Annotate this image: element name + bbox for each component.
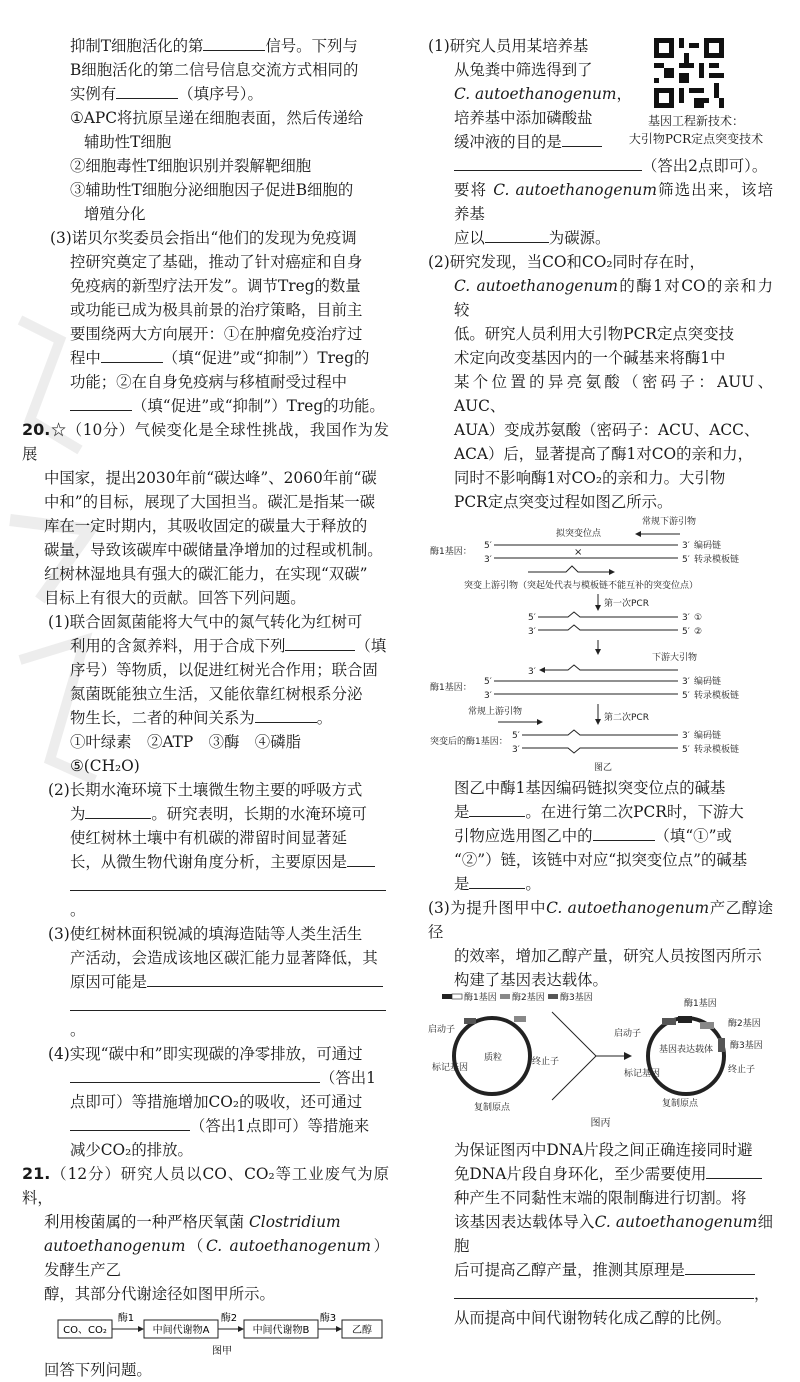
- text: 原因可能是: [70, 973, 147, 991]
- answer-blank[interactable]: [70, 1067, 320, 1083]
- text-line: [428, 896, 773, 944]
- text: 功能；②在自身免疫病与移植耐受过程中: [70, 373, 348, 391]
- species-name: C. autoethanogenum: [493, 181, 657, 199]
- text-line: [44, 706, 389, 730]
- label-vector: 基因表达载体: [658, 1045, 714, 1055]
- legend-swatch-2: [500, 994, 510, 999]
- text-line: [428, 800, 773, 824]
- label-5p: 5′: [484, 541, 492, 551]
- text: 引物应选用图乙中的: [454, 827, 593, 845]
- text: 。研究表明，长期的水淹环境可: [151, 805, 367, 823]
- label-gene1: 酶1基因：: [430, 547, 472, 557]
- label-g1: 酶1基因: [684, 999, 717, 1009]
- label-origin: 复制原点: [474, 1103, 511, 1113]
- label-mutated: 突变后的酶1基因：: [430, 737, 508, 747]
- label-3p: 3′: [484, 691, 492, 701]
- label-gene1b: 酶1基因：: [430, 683, 472, 693]
- text: （填: [355, 637, 387, 655]
- vector-ring: [648, 1018, 724, 1094]
- box-ethanol-label: 乙醇: [352, 1325, 372, 1336]
- text: （填“促进”或“抑制”）Treg的: [162, 349, 370, 367]
- text: （答出1点即可）等措施来: [190, 1117, 370, 1135]
- mutated-coding: [522, 730, 678, 735]
- figure-yi: [428, 514, 773, 776]
- answer-blank[interactable]: [116, 83, 178, 99]
- text: 点即可）等措施增加CO₂的吸收，还可通过: [70, 1093, 363, 1111]
- q19-continuation: [44, 34, 389, 58]
- option-5: ⑤(CH₂O): [70, 757, 140, 775]
- text-line: [44, 1114, 389, 1138]
- answer-blank[interactable]: [347, 851, 375, 867]
- label-downstream-big: 下游大引物: [652, 653, 698, 663]
- label-promoter-2: 启动子: [614, 1029, 642, 1039]
- right-column: [428, 34, 773, 1330]
- text: 中和”的目标，展现了大国担当。碳汇是指某一碳: [44, 493, 376, 511]
- legend-swatch-3: [548, 994, 558, 999]
- text: 要将: [454, 181, 488, 199]
- label-site: 拟突变位点: [556, 529, 602, 539]
- seg-v-promoter: [662, 1018, 676, 1025]
- text: 构建了基因表达载体。: [454, 971, 608, 989]
- option-1: ①APC将抗原呈递在细胞表面，然后传递给: [70, 109, 364, 127]
- label-3p: 3′: [528, 667, 536, 677]
- text-line: [428, 872, 773, 896]
- text: 回答下列问题。: [44, 1361, 152, 1379]
- text: AUA）变成苏氨酸（密码子：ACU、ACC、: [454, 421, 760, 439]
- text: 红树林湿地具有强大的碳汇能力，在实现“双碳”: [44, 565, 368, 583]
- text: 物生长，二者的种间关系为: [70, 709, 255, 727]
- label-conventional-downstream: 常规下游引物: [642, 517, 697, 527]
- box-co-label: CO、CO₂: [63, 1325, 107, 1336]
- text: 免DNA片段自身环化，至少需要使用: [454, 1165, 707, 1183]
- species-name: Clostridium: [249, 1213, 341, 1231]
- text: (2)研究发现，当CO和CO₂同时存在时，: [428, 253, 705, 271]
- left-column: [22, 34, 389, 1382]
- text: 利用梭菌属的一种严格厌氧菌: [44, 1213, 245, 1231]
- mutation-site-mark: ×: [574, 547, 583, 558]
- text: (3)诺贝尔奖委员会指出“他们的发现为免疫调: [50, 229, 357, 247]
- label-3p: 3′: [682, 731, 690, 741]
- text: 低。研究人员利用大引物PCR定点突变技: [454, 325, 734, 343]
- label-coding: 编码链: [694, 731, 722, 741]
- answer-blank[interactable]: [469, 873, 525, 889]
- text: 利用的含氮养料，用于合成下列: [70, 637, 286, 655]
- label-5p: 5′: [484, 677, 492, 687]
- text: 库在一定时期内，其吸收固定的碳量大于释放的: [44, 517, 368, 535]
- seg-gene-2: [700, 1022, 714, 1029]
- species-name: C. autoethanogenum: [546, 899, 710, 917]
- seg-gene: [514, 1016, 526, 1022]
- answer-blank[interactable]: [70, 875, 386, 891]
- text: 使红树林土壤中有机碳的滞留时间显著延: [70, 829, 348, 847]
- answer-blank[interactable]: [70, 395, 132, 411]
- text: (3)使红树林面积锐减的填海造陆等人类生活生: [48, 925, 363, 943]
- label-coding: 编码链: [694, 541, 722, 551]
- label-5p: 5′: [682, 745, 690, 755]
- answer-blank[interactable]: [454, 155, 642, 171]
- label-3p: 3′: [682, 677, 690, 687]
- label-chain-1: ①: [694, 613, 703, 623]
- product-1: [538, 612, 678, 617]
- text-line: [44, 346, 389, 370]
- legend-1: 酶1基因: [464, 993, 497, 1003]
- text: 减少CO₂的排放。: [70, 1141, 193, 1159]
- text-line: [428, 1210, 773, 1258]
- big-primer: [540, 665, 678, 670]
- answer-line[interactable]: [428, 1282, 773, 1306]
- answer-blank[interactable]: [70, 995, 386, 1011]
- text-line: [44, 394, 389, 418]
- text: 中国家，提出2030年前“碳达峰”、2060年前“碳: [44, 469, 377, 487]
- q21-part3: [428, 896, 773, 1330]
- text: (4)实现“碳中和”即实现碳的净零排放，可通过: [48, 1045, 363, 1063]
- text: 缓冲液的目的是: [454, 133, 562, 151]
- text-line: [44, 850, 389, 874]
- text-line: [44, 1234, 389, 1282]
- q20-heading: [22, 418, 389, 466]
- figure-caption: 图丙: [590, 1118, 611, 1129]
- text: (1)联合固氮菌能将大气中的氮气转化为红树可: [48, 613, 363, 631]
- label-terminator-2: 终止子: [728, 1065, 756, 1075]
- label-template: 转录模板链: [694, 691, 740, 701]
- text: 信号。下列与: [265, 37, 358, 55]
- seg-gene-3: [718, 1038, 725, 1052]
- label-marker: 标记基因: [432, 1063, 469, 1073]
- arrow-3-head: [336, 1326, 342, 1332]
- text-line: [44, 1066, 389, 1090]
- label-5p: 5′: [682, 555, 690, 565]
- text: 目标上有很大的贡献。回答下列问题。: [44, 589, 306, 607]
- answer-blank[interactable]: [285, 635, 355, 651]
- species-name: C. autoethanogenum: [594, 1213, 758, 1231]
- text: 图乙中酶1基因编码链拟突变位点的碱基: [454, 779, 726, 797]
- box-a-label: 中间代谢物A: [152, 1325, 210, 1336]
- legend-2: 酶2基因: [512, 993, 545, 1003]
- label-plasmid: 质粒: [484, 1053, 503, 1063]
- text: 是: [454, 875, 470, 893]
- text: 术定向改变基因内的一个碱基来将酶1中: [454, 349, 726, 367]
- legend-3: 酶3基因: [560, 993, 593, 1003]
- text-line: [428, 226, 773, 250]
- text: 筛选出来，该培养基: [454, 181, 773, 223]
- text: （答出1: [320, 1069, 376, 1087]
- legend-swatch-1b: [452, 994, 462, 999]
- text: 同时不影响酶1对CO₂的亲和力。大引物: [454, 469, 726, 487]
- answer-blank[interactable]: [469, 801, 525, 817]
- label-conventional-upstream: 常规上游引物: [468, 707, 523, 717]
- text: 。在进行第二次PCR时，下游大: [525, 803, 744, 821]
- label-5p: 5′: [512, 731, 520, 741]
- text: 后可提高乙醇产量，推测其原理是: [454, 1261, 685, 1279]
- text: （填“促进”或“抑制”）Treg的功能。: [132, 397, 385, 415]
- label-3p: 3′: [682, 541, 690, 551]
- question-number: 21.: [22, 1164, 51, 1183]
- qr-caption-line-1: 基因工程新技术：: [647, 114, 744, 128]
- label-terminator: 终止子: [532, 1057, 560, 1067]
- answer-blank[interactable]: [685, 1259, 755, 1275]
- arrow-1-head: [138, 1326, 144, 1332]
- text: 该基因表达载体导入: [454, 1213, 595, 1231]
- text: （答出2点即可）。: [642, 157, 768, 175]
- text: 程中: [70, 349, 101, 367]
- text-line: [428, 1258, 773, 1282]
- label-3p: 3′: [484, 555, 492, 565]
- options: ①叶绿素 ②ATP ③酶 ④磷脂: [70, 733, 301, 751]
- text: 免疫病的新型疗法开发”。调节Treg的数量: [70, 277, 361, 295]
- text: 应以: [454, 229, 485, 247]
- text: 。: [525, 875, 541, 893]
- question-21: [22, 1162, 389, 1382]
- text: 培养基中添加磷酸盐: [454, 109, 593, 127]
- text: 的酶1对CO的亲和力较: [454, 277, 773, 319]
- figure-bing: [428, 992, 773, 1116]
- answer-blank[interactable]: [147, 971, 383, 987]
- text: 种产生不同黏性末端的限制酶进行切割。将: [454, 1189, 747, 1207]
- label-3p: 3′: [512, 745, 520, 755]
- answer-blank[interactable]: [485, 227, 549, 243]
- qr-caption: [616, 112, 776, 148]
- qr-caption-line-2: 大引物PCR定点突变技术: [628, 132, 764, 146]
- text: 产活动，会造成该地区碳汇能力显著降低，其: [70, 949, 378, 967]
- text: “②”）链，该链中对应“拟突变位点”的碱基: [454, 851, 748, 869]
- text: 的效率，增加乙醇产量，研究人员按图丙所示: [454, 947, 762, 965]
- text: ，: [616, 85, 632, 103]
- text-line: [428, 824, 773, 848]
- product-2: [538, 625, 678, 630]
- text: 碳量，导致该碳库中碳储量净增加的过程或机制。: [44, 541, 383, 559]
- enzyme-3-label: 酶3: [319, 1313, 337, 1324]
- answer-blank[interactable]: [70, 1115, 190, 1131]
- text: 产乙醇途径: [428, 899, 773, 941]
- enzyme-2-label: 酶2: [220, 1313, 238, 1324]
- label-marker-2: 标记基因: [624, 1069, 661, 1079]
- arrow-2-head: [238, 1326, 244, 1332]
- text: （: [185, 1237, 206, 1255]
- text: 。: [316, 709, 333, 727]
- text: 为: [70, 805, 86, 823]
- text: (2)长期水淹环境下土壤微生物主要的呼吸方式: [48, 781, 363, 799]
- text: 实例有: [70, 85, 117, 103]
- text-line: [44, 82, 389, 106]
- option-3: ③辅助性T细胞分泌细胞因子促进B细胞的: [70, 181, 354, 199]
- text: 长，从微生物代谢角度分析，主要原因是: [70, 853, 348, 871]
- label-chain-2: ②: [694, 627, 703, 637]
- arrow-a: [552, 1012, 596, 1056]
- text: (1)研究人员用某培养基: [428, 37, 589, 55]
- figure-jia: [44, 1310, 389, 1358]
- legend-swatch-1: [442, 994, 452, 999]
- text: PCR定点突变过程如图乙所示。: [454, 493, 673, 511]
- label-g2: 酶2基因: [728, 1019, 761, 1029]
- answer-blank[interactable]: [593, 825, 655, 841]
- species-name: autoethanogenum: [44, 1237, 186, 1255]
- text-line: [44, 1210, 389, 1234]
- text: 要围绕两大方向展开：①在肿瘤免疫治疗过: [70, 325, 363, 343]
- label-template: 转录模板链: [694, 745, 740, 755]
- arrow-head: [624, 1052, 632, 1060]
- text: 某个位置的异亮氨酸（密码子：AUU、AUC、: [454, 373, 773, 415]
- species-name: C. autoethanogenum: [454, 85, 617, 103]
- answer-blank[interactable]: [85, 803, 151, 819]
- option-2: ②细胞毒性T细胞识别并裂解靶细胞: [70, 157, 312, 175]
- text: (3)为提升图甲中: [428, 899, 547, 917]
- text-line: [44, 634, 389, 658]
- text: （12分）研究人员以CO、CO₂等工业废气为原料，: [22, 1165, 389, 1207]
- q21-part2: [428, 250, 773, 896]
- option-1-cont: 辅助性T细胞: [84, 133, 172, 151]
- label-g3: 酶3基因: [730, 1041, 763, 1051]
- text-line: [428, 154, 773, 178]
- text: 醇，其部分代谢途径如图甲所示。: [44, 1285, 275, 1303]
- answer-blank[interactable]: [706, 1163, 762, 1179]
- label-coding: 编码链: [694, 677, 722, 687]
- text: 是: [454, 803, 470, 821]
- text-line: [44, 970, 389, 994]
- qr-code-icon[interactable]: [654, 38, 724, 108]
- answer-blank[interactable]: [255, 707, 317, 723]
- species-name: C. autoethanogenum: [205, 1237, 372, 1255]
- label-5p: 5′: [528, 613, 536, 623]
- label-mutant-primer: 突变上游引物（突起处代表与模板链不能互补的突变位点）: [464, 581, 699, 591]
- seg-promoter: [464, 1018, 476, 1024]
- label-pcr2: 第二次PCR: [604, 713, 649, 723]
- answer-blank[interactable]: [203, 35, 265, 51]
- species-name: C. autoethanogenum: [454, 277, 618, 295]
- answer-line[interactable]: 。: [44, 874, 389, 922]
- text: 从兔粪中筛选得到了: [454, 61, 593, 79]
- text: 氮菌既能独立生活，又能依靠红树根系分泌: [70, 685, 363, 703]
- text: B细胞活化的第二信号信息交流方式相同的: [70, 61, 359, 79]
- text: 从而提高中间代谢物转化成乙醇的比例。: [454, 1309, 732, 1327]
- text: 序号）等物质，以促进红树光合作用；联合固: [70, 661, 378, 679]
- text: ☆（10分）气候变化是全球性挑战，我国作为发展: [22, 421, 389, 463]
- answer-blank[interactable]: [101, 347, 163, 363]
- answer-line[interactable]: 。: [44, 994, 389, 1042]
- text: 为碳源。: [548, 229, 611, 247]
- text-line: [428, 178, 773, 226]
- text: 为保证图丙中DNA片段之间正确连接同时避: [454, 1141, 753, 1159]
- option-3-cont: 增殖分化: [84, 205, 146, 223]
- text: 细胞: [454, 1213, 773, 1255]
- label-pcr1: 第一次PCR: [604, 599, 649, 609]
- label-origin-2: 复制原点: [662, 1099, 699, 1109]
- enzyme-1-label: 酶1: [117, 1313, 135, 1324]
- text: 控研究奠定了基础，推动了针对癌症和自身: [70, 253, 363, 271]
- figure-caption: 图甲: [212, 1346, 232, 1357]
- mutated-template: [522, 748, 678, 753]
- text: ，: [754, 1285, 770, 1303]
- q21-heading: [22, 1162, 389, 1210]
- question-number: 20.: [22, 420, 51, 439]
- text: ）发酵生产乙: [44, 1237, 389, 1279]
- label-promoter: 启动子: [428, 1025, 456, 1035]
- text-line: [428, 274, 773, 322]
- text: （填序号）。: [178, 85, 263, 103]
- box-b-label: 中间代谢物B: [252, 1325, 310, 1336]
- figure-caption: 图乙: [594, 763, 613, 773]
- label-5p: 5′: [682, 691, 690, 701]
- q19-part3: [44, 226, 389, 418]
- question-20: [22, 418, 389, 1162]
- text: 抑制T细胞活化的第: [70, 37, 204, 55]
- seg-gene-1: [678, 1016, 692, 1023]
- text-line: [428, 1162, 773, 1186]
- answer-blank[interactable]: [562, 131, 602, 147]
- text: ACA）后，显著提高了酶1对CO的亲和力，: [454, 445, 754, 463]
- answer-blank[interactable]: [454, 1283, 754, 1299]
- label-3p: 3′: [528, 627, 536, 637]
- label-5p: 5′: [682, 627, 690, 637]
- text-line: [44, 802, 389, 826]
- mutant-primer: [528, 566, 614, 572]
- label-template: 转录模板链: [694, 555, 740, 565]
- text: （填“①”或: [654, 827, 732, 845]
- label-3p: 3′: [682, 613, 690, 623]
- text: 或功能已成为极具前景的治疗策略，目前主: [70, 301, 363, 319]
